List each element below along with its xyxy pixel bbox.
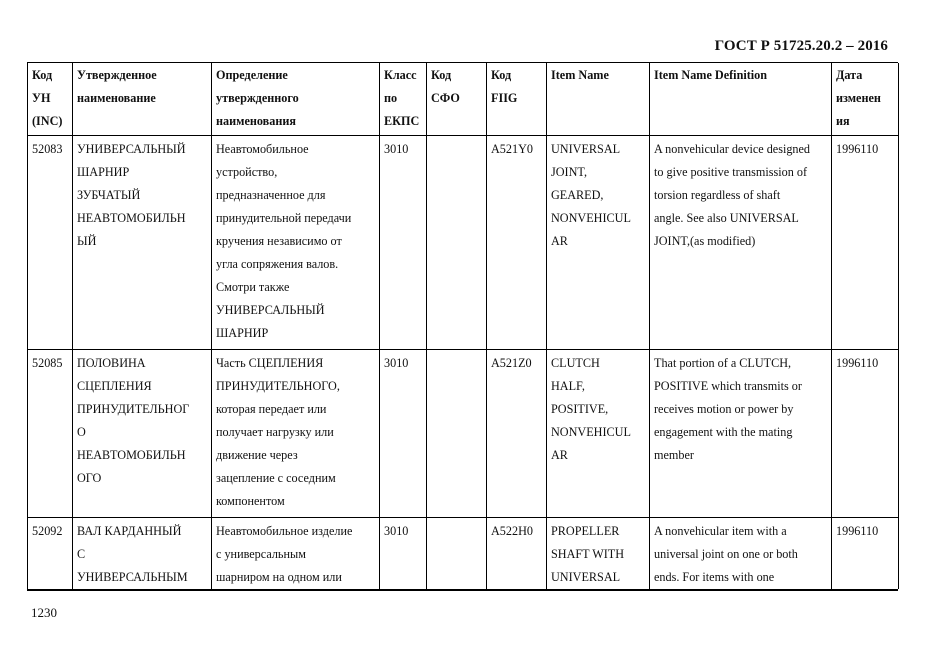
cell-line: A521Y0 — [491, 142, 533, 156]
cell-line: NONVEHICUL — [551, 211, 631, 225]
cell-definition — [212, 136, 380, 350]
cell-line: О — [77, 425, 86, 439]
cell-line: ОГО — [77, 471, 102, 485]
cell-line: 3010 — [384, 524, 409, 538]
cell-date — [832, 350, 899, 518]
header-line: ЕКПС — [384, 114, 420, 128]
cell-line: ВАЛ КАРДАННЫЙ — [77, 524, 182, 538]
header-line: Определение — [216, 68, 288, 82]
header-line: СФО — [431, 91, 460, 105]
cell-approved-name — [73, 518, 212, 590]
header-line: УН — [32, 91, 51, 105]
header-line: утвержденного — [216, 91, 299, 105]
header-line: наименование — [77, 91, 156, 105]
cell-line: ШАРНИР — [216, 326, 269, 340]
cell-line: устройство, — [216, 165, 278, 179]
cell-line: 1996110 — [836, 524, 879, 538]
cell-line: принудительной передачи — [216, 211, 352, 225]
cell-fiig — [487, 136, 547, 350]
table-row — [28, 518, 899, 590]
cell-date — [832, 518, 899, 590]
cell-line: AR — [551, 448, 568, 462]
cell-line: УНИВЕРСАЛЬНЫЙ — [216, 303, 325, 317]
cell-line: A nonvehicular item with a — [654, 524, 787, 538]
cell-line: Неавтомобильное — [216, 142, 309, 156]
cell-line: UNIVERSAL — [551, 142, 621, 156]
cell-line: JOINT,(as modified) — [654, 234, 756, 248]
cell-item-def — [650, 136, 832, 350]
cell-line: шарниром на одном или — [216, 570, 342, 584]
header-line: ия — [836, 114, 850, 128]
cell-item-name — [547, 136, 650, 350]
cell-line: ПОЛОВИНА — [77, 356, 146, 370]
cell-line: HALF, — [551, 379, 585, 393]
cell-sfo — [427, 136, 487, 350]
header-line: изменен — [836, 91, 881, 105]
table-body — [28, 136, 899, 590]
header-line: по — [384, 91, 398, 105]
column-header-class — [380, 63, 427, 136]
cell-class — [380, 350, 427, 518]
cell-line: УНИВЕРСАЛЬНЫМ — [77, 570, 188, 584]
cell-line: Неавтомобильное изделие — [216, 524, 353, 538]
cell-code — [28, 350, 73, 518]
cell-definition — [212, 350, 380, 518]
cell-line: с универсальным — [216, 547, 306, 561]
cell-sfo — [427, 518, 487, 590]
cell-line: ЗУБЧАТЫЙ — [77, 188, 141, 202]
header-line: Код — [431, 68, 452, 82]
header-line: Item Name — [551, 68, 609, 82]
cell-line: ПРИНУДИТЕЛЬНОГО, — [216, 379, 340, 393]
column-header-date — [832, 63, 899, 136]
cell-line: НЕАВТОМОБИЛЬН — [77, 211, 186, 225]
cell-line: UNIVERSAL — [551, 570, 621, 584]
cell-code — [28, 136, 73, 350]
cell-approved-name — [73, 350, 212, 518]
table-row — [28, 350, 899, 518]
header-line: Утвержденное — [77, 68, 157, 82]
cell-line: SHAFT WITH — [551, 547, 625, 561]
cell-line: 52092 — [32, 524, 63, 538]
cell-line: Часть СЦЕПЛЕНИЯ — [216, 356, 324, 370]
cell-line: 52083 — [32, 142, 63, 156]
header-line: Item Name Definition — [654, 68, 768, 82]
cell-line: кручения независимо от — [216, 234, 342, 248]
header-line: (INC) — [32, 114, 63, 128]
cell-class — [380, 136, 427, 350]
cell-line: ШАРНИР — [77, 165, 130, 179]
cell-line: ends. For items with one — [654, 570, 775, 584]
cell-item-def — [650, 518, 832, 590]
cell-approved-name — [73, 136, 212, 350]
cell-line: member — [654, 448, 694, 462]
cell-line: NONVEHICUL — [551, 425, 631, 439]
cell-fiig — [487, 518, 547, 590]
header-line: Класс — [384, 68, 417, 82]
cell-line: УНИВЕРСАЛЬНЫЙ — [77, 142, 186, 156]
cell-fiig — [487, 350, 547, 518]
cell-line: зацепление с соседним — [216, 471, 336, 485]
cell-line: компонентом — [216, 494, 285, 508]
cell-line: 1996110 — [836, 142, 879, 156]
column-header-code — [28, 63, 73, 136]
header-line: Код — [32, 68, 53, 82]
cell-line: которая передает или — [216, 402, 327, 416]
cell-line: ЫЙ — [77, 234, 97, 248]
cell-line: POSITIVE which transmits or — [654, 379, 802, 393]
cell-line: CLUTCH — [551, 356, 600, 370]
cell-line: 1996110 — [836, 356, 879, 370]
cell-item-def — [650, 350, 832, 518]
page-number: 1230 — [31, 605, 57, 620]
cell-class — [380, 518, 427, 590]
cell-line: 3010 — [384, 142, 409, 156]
cell-line: angle. See also UNIVERSAL — [654, 211, 799, 225]
cell-line: угла сопряжения валов. — [216, 257, 339, 271]
column-header-sfo — [427, 63, 487, 136]
cell-line: POSITIVE, — [551, 402, 609, 416]
table-header-row — [28, 63, 899, 136]
cell-line: ПРИНУДИТЕЛЬНОГ — [77, 402, 190, 416]
cell-line: AR — [551, 234, 568, 248]
cell-line: 3010 — [384, 356, 409, 370]
cell-line: 52085 — [32, 356, 63, 370]
column-header-approved-name — [73, 63, 212, 136]
column-header-item-name — [547, 63, 650, 136]
cell-line: движение через — [216, 448, 298, 462]
header-line: FIIG — [491, 91, 518, 105]
cell-line: That portion of a CLUTCH, — [654, 356, 792, 370]
cell-line: engagement with the mating — [654, 425, 793, 439]
table-row — [28, 136, 899, 350]
column-header-definition — [212, 63, 380, 136]
cell-item-name — [547, 350, 650, 518]
cell-line: JOINT, — [551, 165, 587, 179]
cell-line: СЦЕПЛЕНИЯ — [77, 379, 152, 393]
header-line: Код — [491, 68, 512, 82]
cell-line: to give positive transmission of — [654, 165, 808, 179]
cell-line: A521Z0 — [491, 356, 532, 370]
cell-line: Смотри также — [216, 280, 290, 294]
cell-definition — [212, 518, 380, 590]
cell-line: universal joint on one or both — [654, 547, 798, 561]
cell-code — [28, 518, 73, 590]
cell-line: НЕАВТОМОБИЛЬН — [77, 448, 186, 462]
column-header-fiig — [487, 63, 547, 136]
cell-line: PROPELLER — [551, 524, 620, 538]
cell-line: A522H0 — [491, 524, 533, 538]
document-header: ГОСТ Р 51725.20.2 – 2016 — [714, 38, 888, 54]
cell-line: torsion regardless of shaft — [654, 188, 781, 202]
catalog-table — [27, 62, 898, 591]
cell-line: получает нагрузку или — [216, 425, 334, 439]
cell-item-name — [547, 518, 650, 590]
cell-line: A nonvehicular device designed — [654, 142, 811, 156]
cell-line: С — [77, 547, 86, 561]
column-header-item-def — [650, 63, 832, 136]
header-line: наименования — [216, 114, 296, 128]
header-line: Дата — [836, 68, 863, 82]
cell-sfo — [427, 350, 487, 518]
cell-line: предназначенное для — [216, 188, 326, 202]
cell-line: GEARED, — [551, 188, 604, 202]
cell-date — [832, 136, 899, 350]
cell-line: receives motion or power by — [654, 402, 794, 416]
